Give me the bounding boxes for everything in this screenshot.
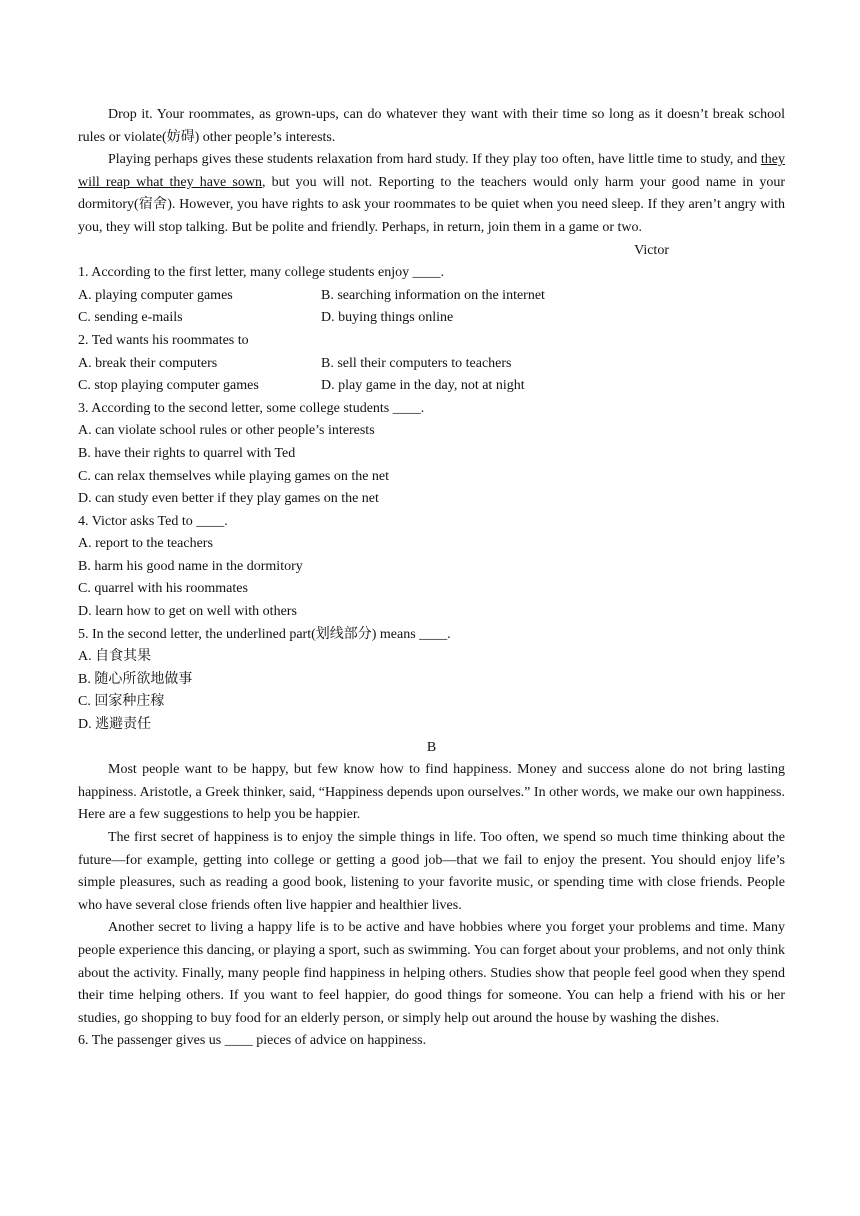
question-stem: 2. Ted wants his roommates to — [78, 332, 249, 348]
question-stem: 6. The passenger gives us ____ pieces of advice on happiness. — [78, 1033, 427, 1049]
option-b: B. have their rights to quarrel with Ted — [78, 445, 296, 461]
option-b: B. 随心所欲地做事 — [78, 671, 193, 687]
option-a: A. can violate school rules or other people’s interests — [78, 423, 375, 439]
underlined-phrase: they will reap what they have sown — [78, 152, 785, 190]
option-c: C. quarrel with his roommates — [78, 581, 248, 597]
passage-paragraph: Another secret to living a happy life is to be active and have hobbies where you forget your problems and time. Many people experience this dancing, or playing a sport, such as swimming. You can forget about your problems, and not only think about the activity. Finally, many people find happiness in helping others. Studies show that people feel good when they spend their time helping others. If you want to feel happier, do good things for someone. You can help a friend with his or her studies, go shopping to buy food for an elderly person, or simply help out around the house by washing the dishes. — [78, 920, 785, 1026]
option-d: D. can study even better if they play games on the net — [78, 491, 379, 507]
paragraph-text: Playing perhaps gives these students relaxation from hard study. If they play too often, have little time to study, and — [108, 152, 761, 168]
passage-paragraph: The first secret of happiness is to enjoy the simple things in life. Too often, we spend so much time thinking about the future—for example, getting into college or getting a good job—that we fail to enjoy the present. You should enjoy life’s simple pleasures, such as reading a good book, listening to your favorite music, or spending time with close friends. People who have several close friends often live happier and healthier lives. — [78, 830, 785, 913]
option-a: A. 自食其果 — [78, 649, 152, 665]
question-stem: 3. According to the second letter, some college students ____. — [78, 400, 425, 416]
letter-paragraph — [78, 149, 785, 239]
option-d: D. buying things online — [321, 310, 454, 326]
question-stem: 4. Victor asks Ted to ____. — [78, 513, 228, 529]
question-stem: 1. According to the first letter, many college students enjoy ____. — [78, 265, 445, 281]
section-heading: B — [426, 739, 437, 755]
passage-paragraph: Most people want to be happy, but few know how to find happiness. Money and success alone do not bring lasting happiness. Aristotle, a Greek thinker, said, “Happiness depends upon ourselves.” In other words, we make our own happiness. Here are a few suggestions to help you be happier. — [78, 762, 785, 823]
option-row — [78, 307, 785, 330]
letter-signature: Victor — [634, 242, 669, 258]
option-b: B. searching information on the internet — [321, 287, 545, 303]
option-c: C. stop playing computer games — [78, 378, 259, 394]
option-d: D. play game in the day, not at night — [321, 378, 525, 394]
option-row — [78, 353, 785, 376]
option-c: C. 回家种庄稼 — [78, 694, 165, 710]
option-a: A. playing computer games — [78, 287, 233, 303]
option-row — [78, 285, 785, 308]
paragraph-text: , but you will not. Reporting to the teachers would only harm your good name in your dormitory(宿舍). However, you have rights to ask your roommates to be quiet when you need sleep. If they aren’t angry with you, they will stop talking. But be polite and friendly. Perhaps, in return, join them in a game or two. — [78, 174, 785, 235]
letter-paragraph: Drop it. Your roommates, as grown-ups, can do whatever they want with their time so long as it doesn’t break school rules or violate(妨碍) other people’s interests. — [78, 107, 785, 145]
question-stem: 5. In the second letter, the underlined part(划线部分) means ____. — [78, 626, 451, 642]
option-c: C. can relax themselves while playing games on the net — [78, 468, 390, 484]
document-content — [78, 104, 785, 1053]
option-d: D. 逃避责任 — [78, 717, 152, 733]
option-c: C. sending e-mails — [78, 310, 183, 326]
option-b: B. sell their computers to teachers — [321, 355, 512, 371]
option-d: D. learn how to get on well with others — [78, 604, 297, 620]
option-b: B. harm his good name in the dormitory — [78, 558, 303, 574]
option-row — [78, 375, 785, 398]
option-a: A. report to the teachers — [78, 536, 213, 552]
option-a: A. break their computers — [78, 355, 218, 371]
